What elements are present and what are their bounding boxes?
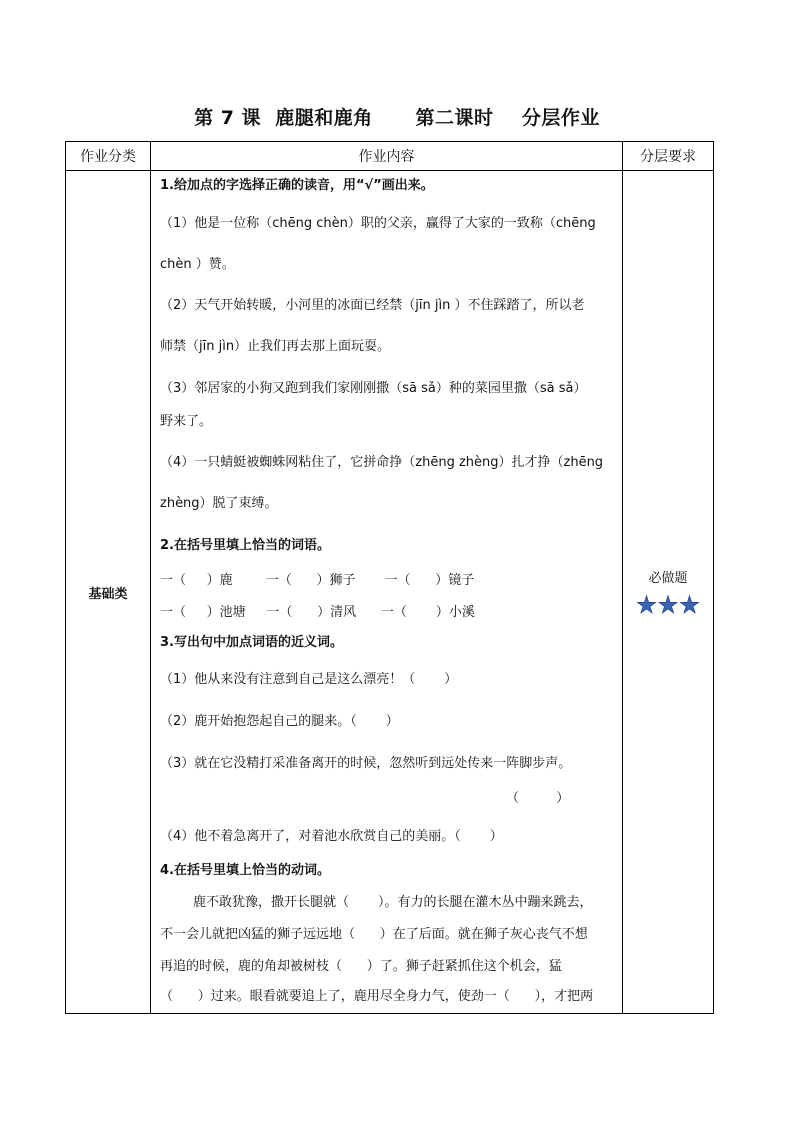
difficulty-stars [623, 592, 713, 618]
header-content: 作业内容 [151, 142, 623, 171]
q4-paragraph-line3: 再追的时候，鹿的角却被树枝（ ）了。狮子赶紧抓住这个机会，猛 [160, 959, 562, 974]
q3-title: 3.写出句中加点词语的近义词。 [160, 635, 343, 650]
content-cell [151, 171, 623, 1014]
content-box [151, 171, 622, 1013]
q1-item1-line1: （1）他是一位称（chēng chèn）职的父亲，赢得了大家的一致称（chēng [160, 216, 596, 231]
q3-item4: （4）他不着急离开了，对着池水欣赏自己的美丽。（ ） [160, 829, 503, 844]
q3-item1: （1）他从来没有注意到自己是这么漂亮！（ ） [160, 672, 458, 687]
q1-item3-line1: （3）邻居家的小狗又跑到我们家刚刚撒（sā sǎ）种的菜园里撒（sā sǎ） [160, 381, 587, 396]
q1-item4-line1: （4）一只蜻蜓被蜘蛛网粘住了，它拼命挣（zhēng zhèng）扎才挣（zhēng [160, 455, 604, 470]
q2-title: 2.在括号里填上恰当的词语。 [160, 538, 330, 553]
star-icon: ★ [635, 590, 658, 619]
table-header-row [66, 142, 714, 171]
q2-row2: 一（ ）池塘 一（ ）清风 一（ ）小溪 [160, 605, 475, 620]
star-icon: ★ [657, 590, 679, 619]
table-row [66, 171, 714, 1014]
q3-item2: （2）鹿开始抱怨起自己的腿来。（ ） [160, 714, 399, 729]
header-category: 作业分类 [66, 142, 151, 171]
star-icon: ★ [678, 590, 701, 619]
requirement-label: 必做题 [648, 570, 688, 586]
page-title: 第 7 课 鹿腿和鹿角 第二课时 分层作业 [194, 107, 600, 129]
q4-title: 4.在括号里填上恰当的动词。 [160, 863, 330, 878]
q1-item2-line2: 师禁（jīn jìn）止我们再去那上面玩耍。 [160, 339, 391, 354]
q3-item3-answer: （ ） [506, 791, 570, 806]
requirement-cell [623, 171, 714, 1014]
q4-paragraph-line1: 鹿不敢犹豫，撒开长腿就（ ）。有力的长腿在灌木丛中蹦来跳去， [160, 895, 593, 910]
category-label: 基础类 [88, 586, 128, 602]
q1-item3-line2: 野来了。 [160, 414, 213, 429]
q4-paragraph-line4: （ ）过来。眼看就要追上了，鹿用尽全身力气，使劲一（ ），才把两 [160, 989, 594, 1004]
q1-item1-line2: chèn ）赞。 [160, 257, 235, 272]
q3-item3: （3）就在它没精打采准备离开的时候，忽然听到远处传来一阵脚步声。 [160, 756, 572, 771]
q4-paragraph-line2: 不一会儿就把凶猛的狮子远远地（ ）在了后面。就在狮子灰心丧气不想 [160, 927, 588, 942]
q1-item2-line1: （2）天气开始转暖，小河里的冰面已经禁（jīn jìn ）不住踩踏了，所以老 [160, 298, 585, 313]
category-cell [66, 171, 151, 1014]
homework-table [65, 141, 714, 1014]
header-requirement: 分层要求 [623, 142, 714, 171]
q2-row1: 一（ ）鹿 一（ ）狮子 一（ ）镜子 [160, 573, 475, 588]
q1-title: 1.给加点的字选择正确的读音，用“√”画出来。 [160, 178, 434, 193]
q1-item4-line2: zhèng）脱了束缚。 [160, 496, 278, 511]
